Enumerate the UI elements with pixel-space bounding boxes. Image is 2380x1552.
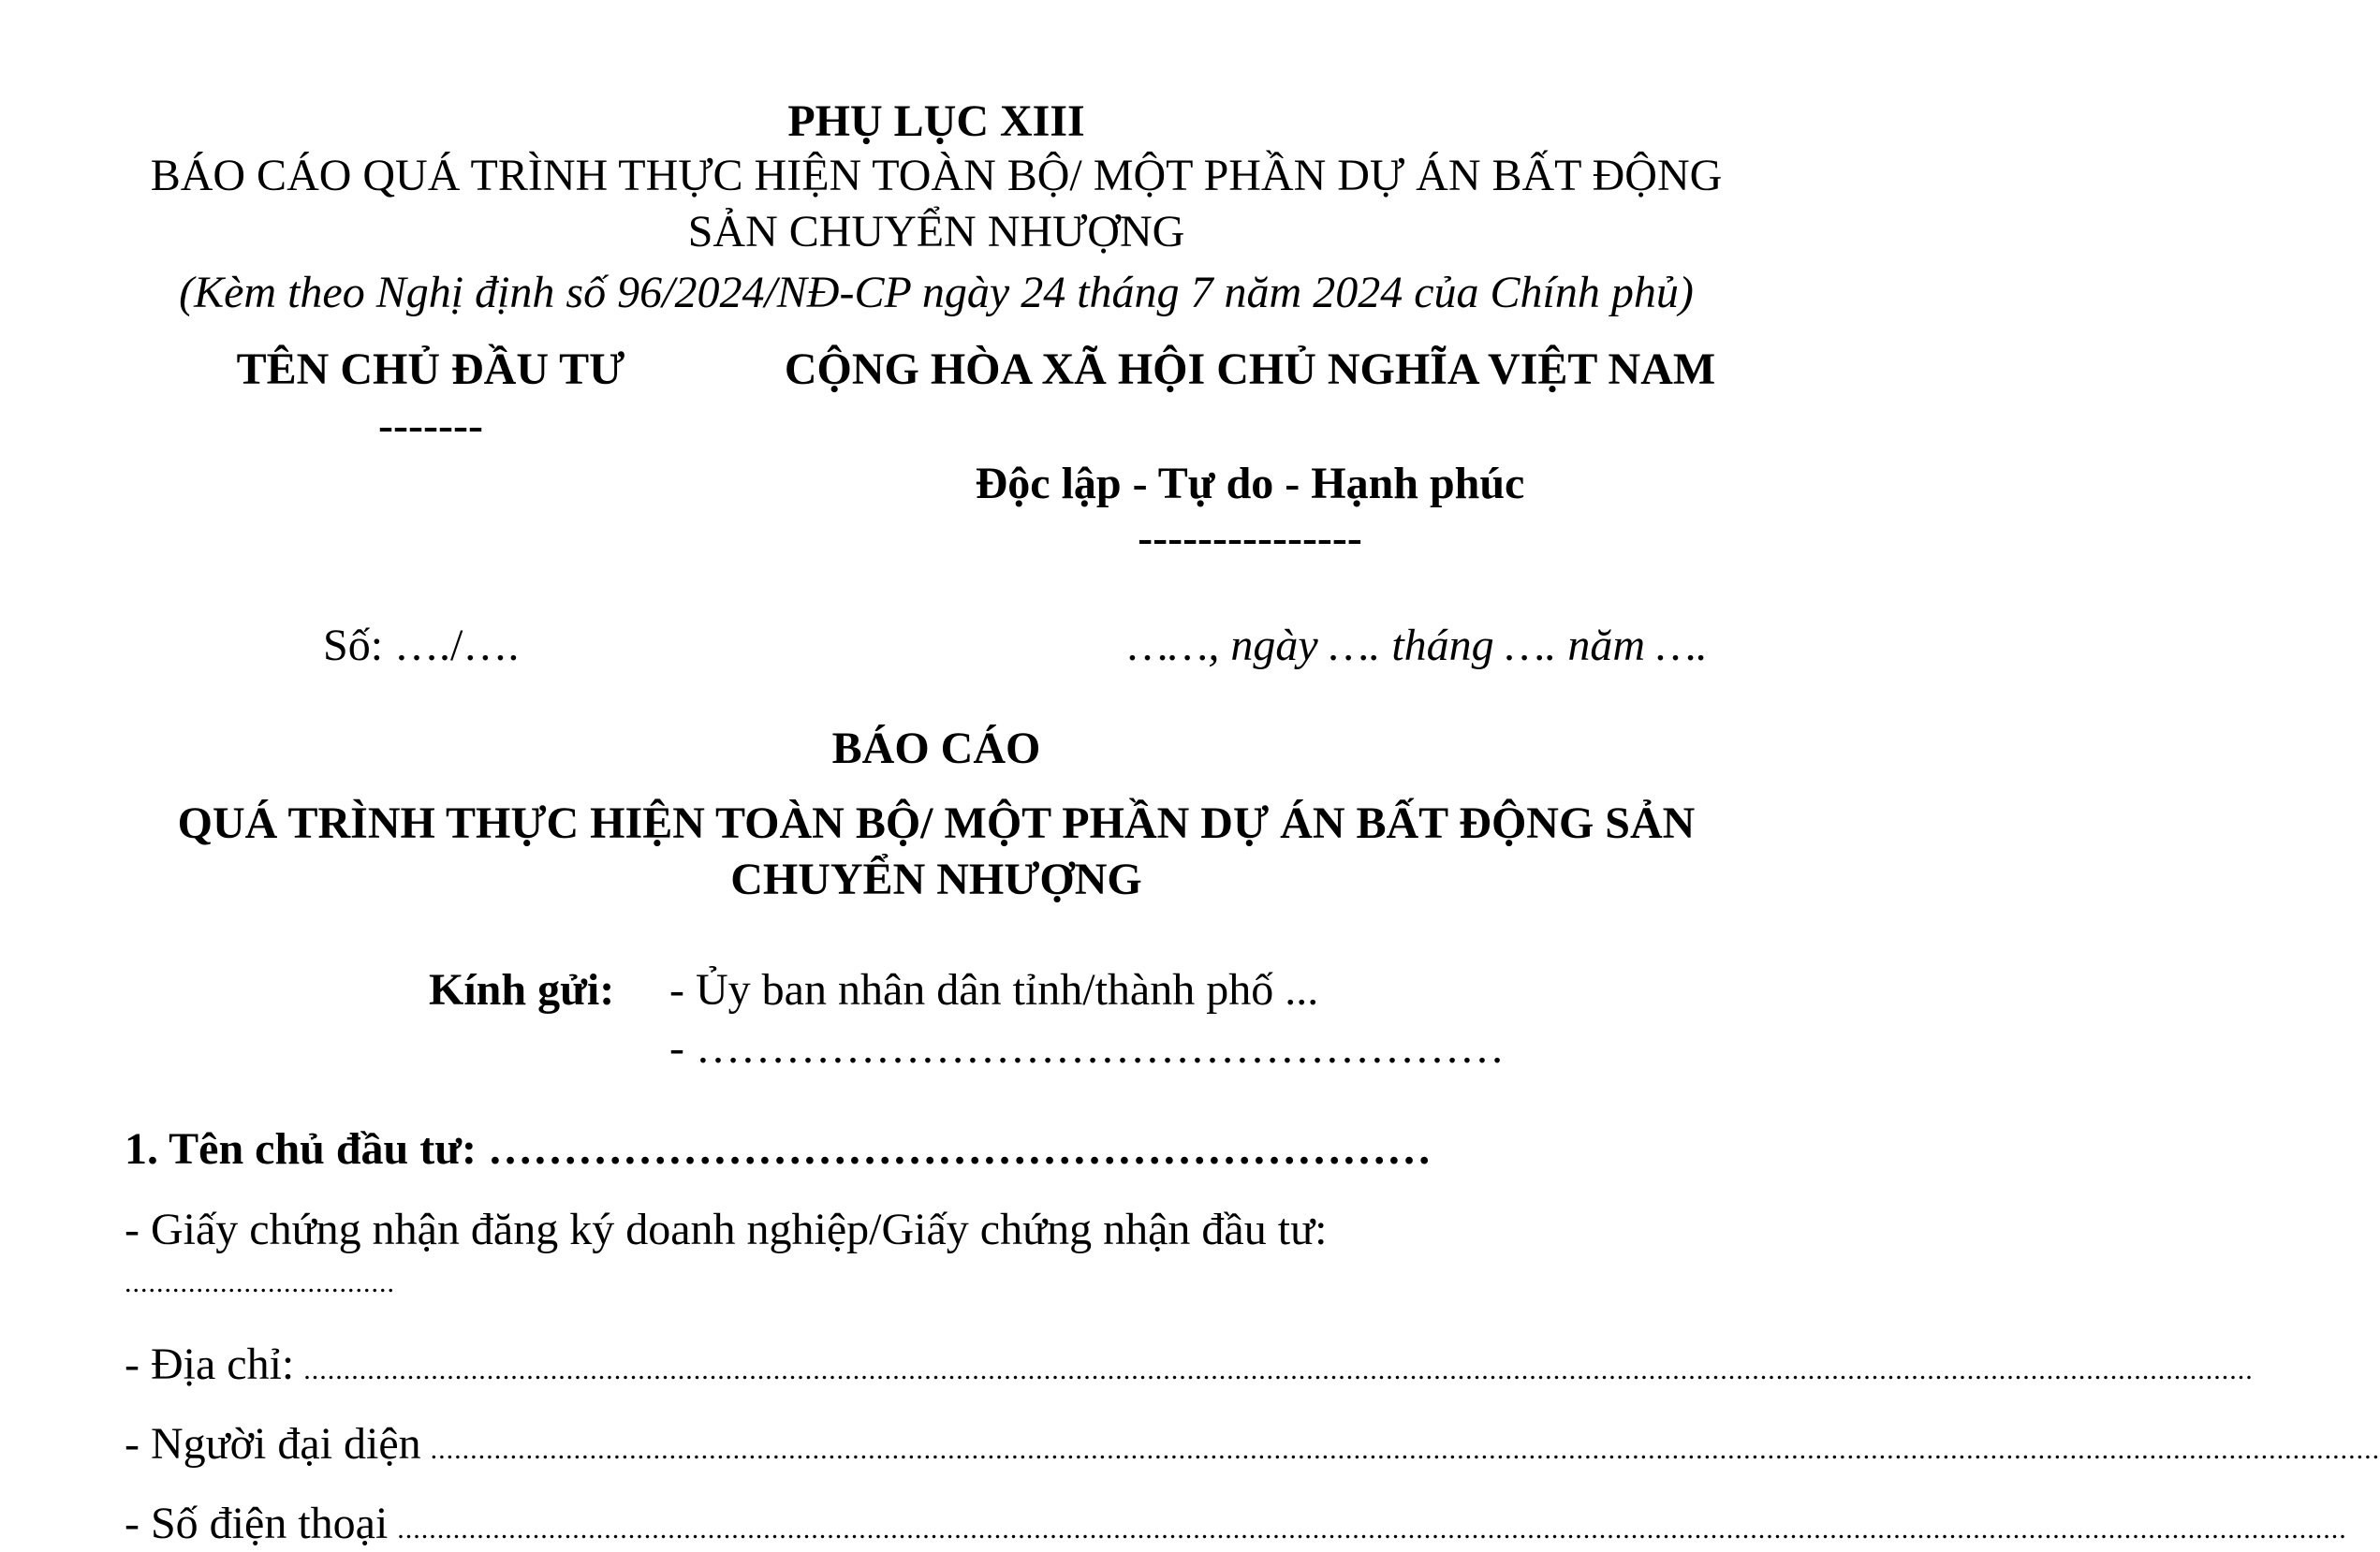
motto-rule: --------------- — [1138, 513, 1362, 563]
motto: Độc lập - Tự do - Hạnh phúc — [975, 459, 1525, 508]
representative-fill: ..................................................................................................................................................................................................................................................... — [430, 1434, 2380, 1465]
registration-certificate-label: - Giấy chứng nhận đăng ký doanh nghiệp/Giấy chứng nhận đầu tư: — [125, 1205, 1328, 1254]
document-number: Số: …./…. — [323, 621, 520, 670]
address-line — [125, 1337, 2254, 1393]
registration-certificate-fill: .................................. — [125, 1267, 395, 1298]
phone-line — [125, 1496, 2347, 1552]
address-label: - Địa chỉ: — [125, 1340, 295, 1389]
representative-label: - Người đại diện — [125, 1419, 421, 1469]
appendix-title: PHỤ LỤC XIII — [787, 96, 1085, 146]
document-date: ……, ngày …. tháng …. năm …. — [1128, 621, 1708, 670]
phone-fill: ..................................................................................................................................................................................................................................................... — [397, 1514, 2347, 1545]
recipient-line-2: - ……………………………………………… — [669, 1023, 1505, 1073]
report-title: BÁO CÁO — [831, 724, 1041, 773]
report-subtitle: QUÁ TRÌNH THỰC HIỆN TOÀN BỘ/ MỘT PHẦN DỰ ÁN BẤT ĐỘNG SẢN CHUYỂN NHƯỢNG — [177, 798, 1696, 904]
section-1-heading: 1. Tên chủ đầu tư: ……………………………………………………… — [125, 1124, 1432, 1174]
investor-rule: ------- — [378, 401, 483, 450]
appendix-note: (Kèm theo Nghị định số 96/2024/NĐ-CP ngày 24 tháng 7 năm 2024 của Chính phủ) — [179, 268, 1694, 317]
recipient-label: Kính gửi: — [429, 965, 615, 1015]
phone-label: - Số điện thoại — [125, 1499, 389, 1548]
appendix-subtitle: BÁO CÁO QUÁ TRÌNH THỰC HIỆN TOÀN BỘ/ MỘT PHẦN DỰ ÁN BẤT ĐỘNG SẢN CHUYỂN NHƯỢNG — [150, 151, 1723, 256]
address-fill: ..................................................................................................................................................................................................................................................... — [303, 1354, 2254, 1385]
nation-heading: CỘNG HÒA XÃ HỘI CHỦ NGHĨA VIỆT NAM — [784, 344, 1716, 394]
representative-line — [125, 1416, 2380, 1472]
recipient-line-1: - Ủy ban nhân dân tỉnh/thành phố ... — [669, 965, 1319, 1015]
investor-name-heading: TÊN CHỦ ĐẦU TƯ — [236, 344, 625, 394]
